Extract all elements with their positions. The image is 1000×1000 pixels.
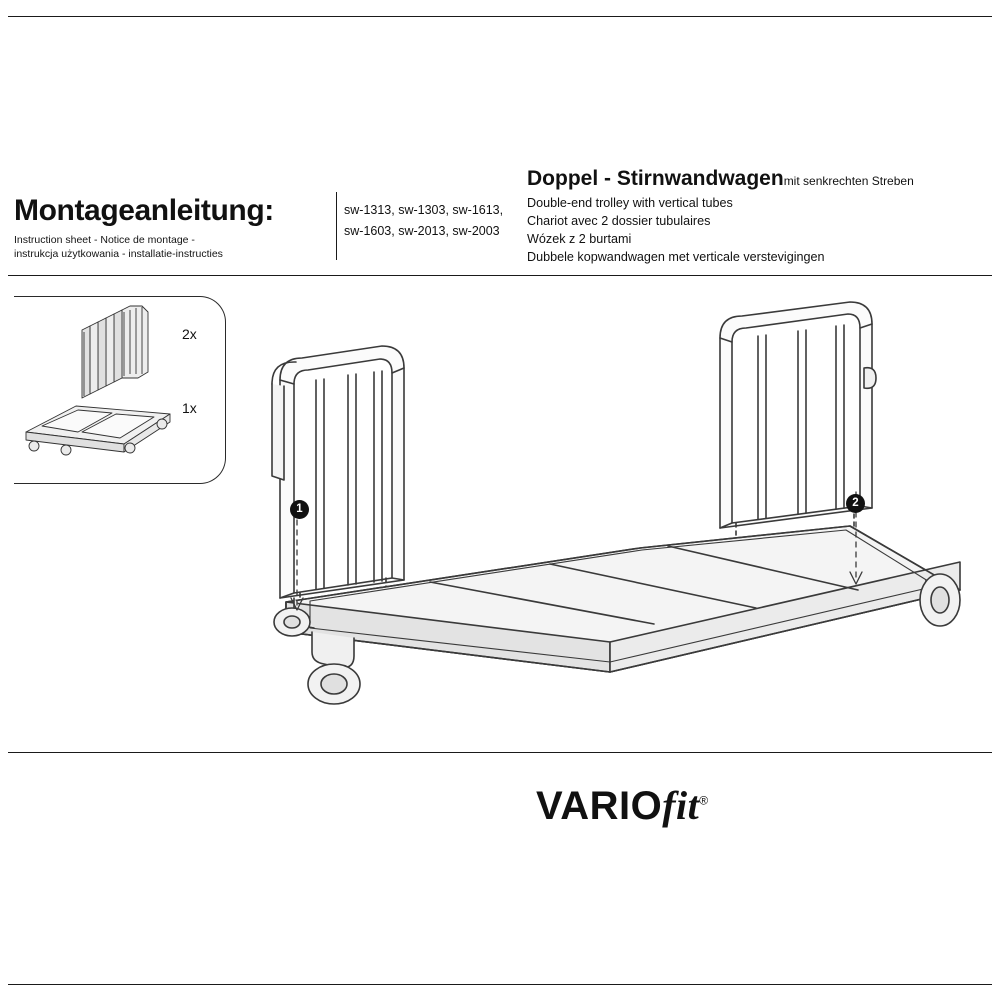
product-assembly-illustration [250,280,990,740]
model-number-list [344,200,503,241]
product-title-suffix: mit senkrechten Streben [783,174,914,188]
product-title-main: Doppel - Stirnwandwagen [527,167,784,190]
brand-logo-fit: fit [662,783,700,828]
translation-fr: Chariot avec 2 dossier tubulaires [527,214,711,229]
divider-footer [8,752,992,753]
part-quantity-platform: 1x [182,400,197,416]
page-title: Montageanleitung: [14,194,274,227]
callout-badge-1: 1 [290,500,309,519]
translation-pl: Wózek z 2 burtami [527,232,632,247]
brand-logo-registered: ® [699,793,709,808]
product-title-block [527,168,992,266]
title-block [14,196,344,261]
part-quantity-end-wall: 2x [182,326,197,342]
model-line-1: sw-1313, sw-1303, sw-1613, [344,203,504,217]
product-title [527,168,992,190]
divider-top [8,16,992,17]
product-translations [527,194,992,266]
subtitle-line-2: instrukcja użytkowania - installatie-instructies [14,248,223,261]
divider-header [8,275,992,276]
translation-en: Double-end trolley with vertical tubes [527,196,733,211]
translation-nl: Dubbele kopwandwagen met verticale verstevigingen [527,250,825,265]
brand-logo [536,782,709,829]
callout-badge-2: 2 [846,494,865,513]
title-divider [336,192,337,260]
divider-bottom [8,984,992,985]
subtitle-line-1: Instruction sheet - Notice de montage - [14,234,195,246]
model-line-2: sw-1603, sw-2013, sw-2003 [344,223,500,238]
page-subtitle [14,233,344,261]
brand-logo-vario: VARIO [536,784,663,828]
parts-illustration [16,300,186,480]
